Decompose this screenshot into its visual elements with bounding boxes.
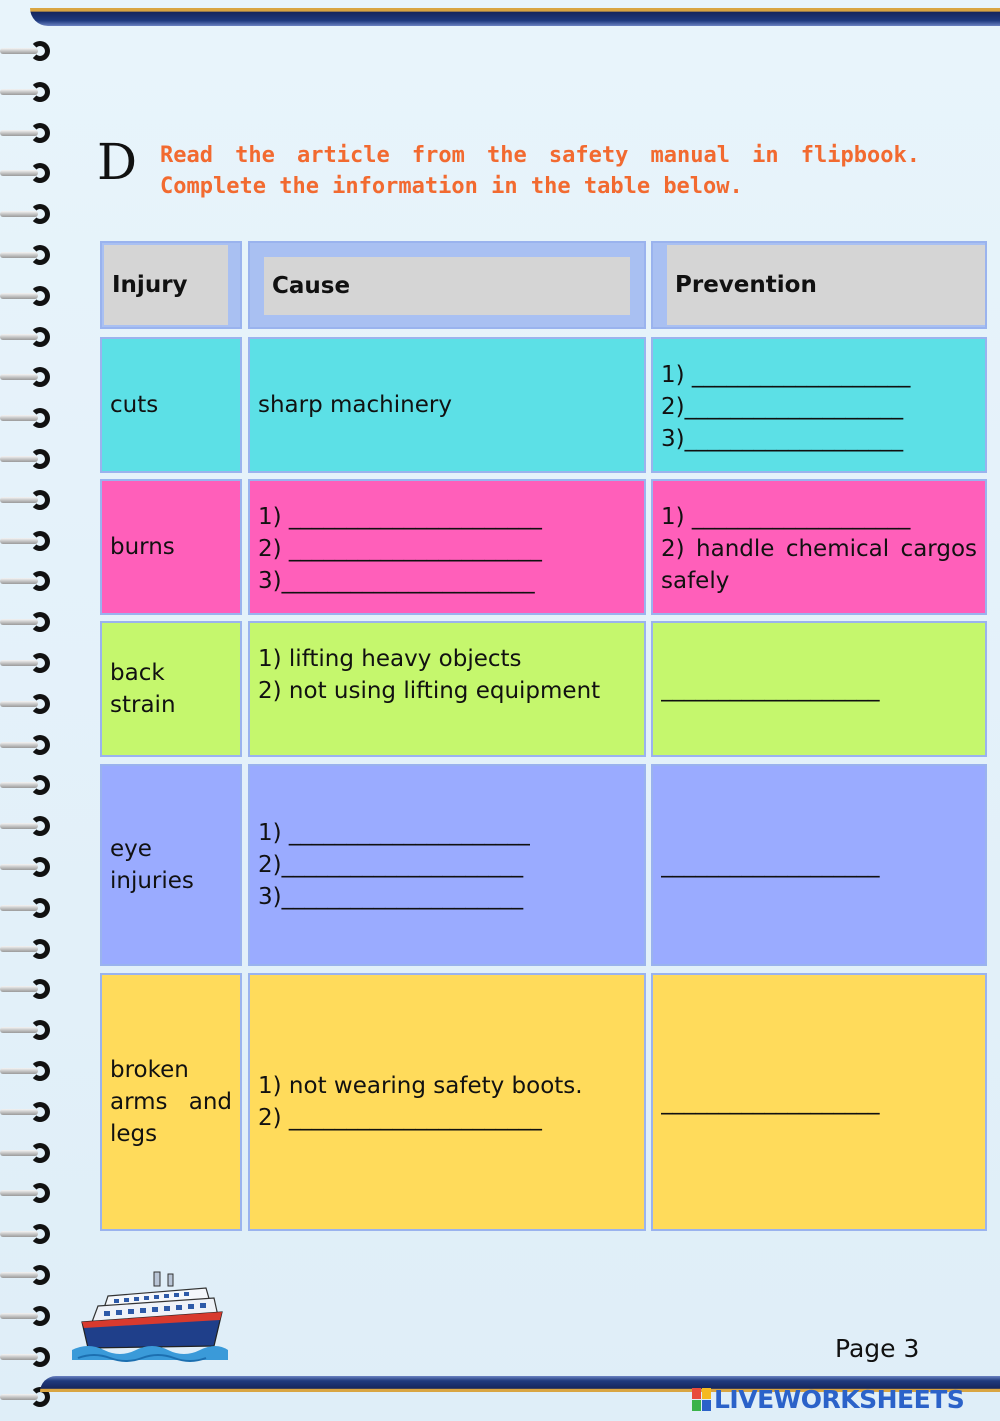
table-row-back-strain (100, 621, 242, 757)
top-decorative-bar (30, 8, 1000, 26)
cause-text: 1) not wearing safety boots. (258, 1073, 583, 1099)
spiral-ring (0, 774, 58, 796)
answer-blank[interactable]: 2)_____________________ (258, 852, 524, 878)
prevention-eye-injuries-cell (651, 764, 987, 966)
prevention-cuts (661, 359, 977, 455)
header-prevention-cell (651, 241, 987, 329)
spiral-ring (0, 897, 58, 919)
spiral-ring (0, 1101, 58, 1123)
prevention-cuts-cell (651, 337, 987, 473)
table-row-cuts (100, 337, 242, 473)
header-cause-cell (248, 241, 646, 329)
injury-broken-arms-legs: broken arms and legs (110, 1057, 232, 1147)
answer-blank[interactable]: 2) ______________________ (258, 536, 542, 562)
answer-blank[interactable]: 1) ___________________ (661, 362, 911, 388)
prevention-broken-arms-legs (661, 975, 977, 1229)
spiral-ring (0, 570, 58, 592)
cause-burns (258, 501, 636, 597)
spiral-ring (0, 856, 58, 878)
liveworksheets-logo (692, 1384, 992, 1414)
spiral-ring (0, 285, 58, 307)
answer-blank[interactable]: ___________________ (661, 1089, 880, 1115)
answer-blank[interactable]: ___________________ (661, 676, 880, 702)
table-row-broken-arms-legs (100, 973, 242, 1231)
brand-name: LIVEWORKSHEETS (714, 1384, 965, 1414)
logo-block (702, 1388, 711, 1399)
cause-burns-cell (248, 479, 646, 615)
prevention-text: 2) handle chemical cargos safely (661, 536, 977, 594)
prevention-broken-arms-legs-cell (651, 973, 987, 1231)
cause-text: 1) lifting heavy objects (258, 646, 522, 672)
prevention-burns-cell (651, 479, 987, 615)
spiral-ring (0, 1182, 58, 1204)
spiral-ring (0, 448, 58, 470)
spiral-ring (0, 978, 58, 1000)
section-letter: D (97, 133, 138, 191)
answer-blank[interactable]: 2)___________________ (661, 394, 904, 420)
answer-blank[interactable]: 2) ______________________ (258, 1105, 542, 1131)
answer-blank[interactable]: 3)______________________ (258, 568, 535, 594)
spiral-ring (0, 1305, 58, 1327)
spiral-binding-icon (0, 40, 60, 1421)
cause-back-strain (258, 643, 636, 707)
answer-blank[interactable]: 1) _____________________ (258, 820, 531, 846)
injury-eye-injuries: eye injuries (110, 836, 194, 894)
answer-blank[interactable]: ___________________ (661, 852, 880, 878)
cause-cuts: sharp machinery (258, 392, 452, 418)
spiral-ring (0, 162, 58, 184)
cause-broken-arms-legs-cell (248, 973, 646, 1231)
spiral-ring (0, 1060, 58, 1082)
header-injury: Injury (104, 245, 228, 325)
answer-blank[interactable]: 1) ___________________ (661, 504, 911, 530)
cause-cuts-cell (248, 337, 646, 473)
logo-block (692, 1400, 701, 1411)
spiral-ring (0, 938, 58, 960)
spiral-ring (0, 244, 58, 266)
header-injury-cell (100, 241, 242, 329)
logo-block (702, 1400, 711, 1411)
spiral-ring (0, 1346, 58, 1368)
spiral-ring (0, 407, 58, 429)
header-cause: Cause (264, 257, 630, 315)
cause-broken-arms-legs (258, 975, 636, 1229)
answer-blank[interactable]: 3)___________________ (661, 426, 904, 452)
prevention-back-strain (661, 623, 977, 755)
logo-blocks (692, 1388, 711, 1411)
spiral-ring (0, 366, 58, 388)
cause-eye-injuries (258, 766, 636, 964)
header-prevention: Prevention (667, 245, 985, 325)
answer-blank[interactable]: 1) ______________________ (258, 504, 542, 530)
answer-blank[interactable]: 3)_____________________ (258, 884, 524, 910)
injury-cuts: cuts (110, 392, 159, 418)
instructions: Read the article from the safety manual in flipbook. Complete the information in the table below. (160, 143, 920, 199)
spiral-ring (0, 734, 58, 756)
table-row-eye-injuries (100, 764, 242, 966)
logo-block (692, 1388, 701, 1399)
spiral-ring (0, 81, 58, 103)
spiral-ring (0, 611, 58, 633)
prevention-eye-injuries (661, 766, 977, 964)
cause-back-strain-cell (248, 621, 646, 757)
spiral-ring (0, 652, 58, 674)
spiral-ring (0, 693, 58, 715)
spiral-ring (0, 40, 58, 62)
spiral-ring (0, 530, 58, 552)
spiral-ring (0, 326, 58, 348)
spiral-ring (0, 1223, 58, 1245)
page-number: Page 3 (835, 1334, 920, 1363)
spiral-ring (0, 1019, 58, 1041)
injury-burns: burns (110, 534, 175, 560)
injury-back-strain: back strain (110, 660, 176, 718)
table-row-burns (100, 479, 242, 615)
cause-eye-injuries-cell (248, 764, 646, 966)
spiral-ring (0, 122, 58, 144)
spiral-ring (0, 1142, 58, 1164)
prevention-back-strain-cell (651, 621, 987, 757)
spiral-ring (0, 203, 58, 225)
spiral-ring (0, 1264, 58, 1286)
spiral-ring (0, 489, 58, 511)
cruise-ship-icon (68, 1268, 228, 1368)
prevention-burns (661, 501, 977, 597)
cause-text: 2) not using lifting equipment (258, 678, 601, 704)
spiral-ring (0, 815, 58, 837)
